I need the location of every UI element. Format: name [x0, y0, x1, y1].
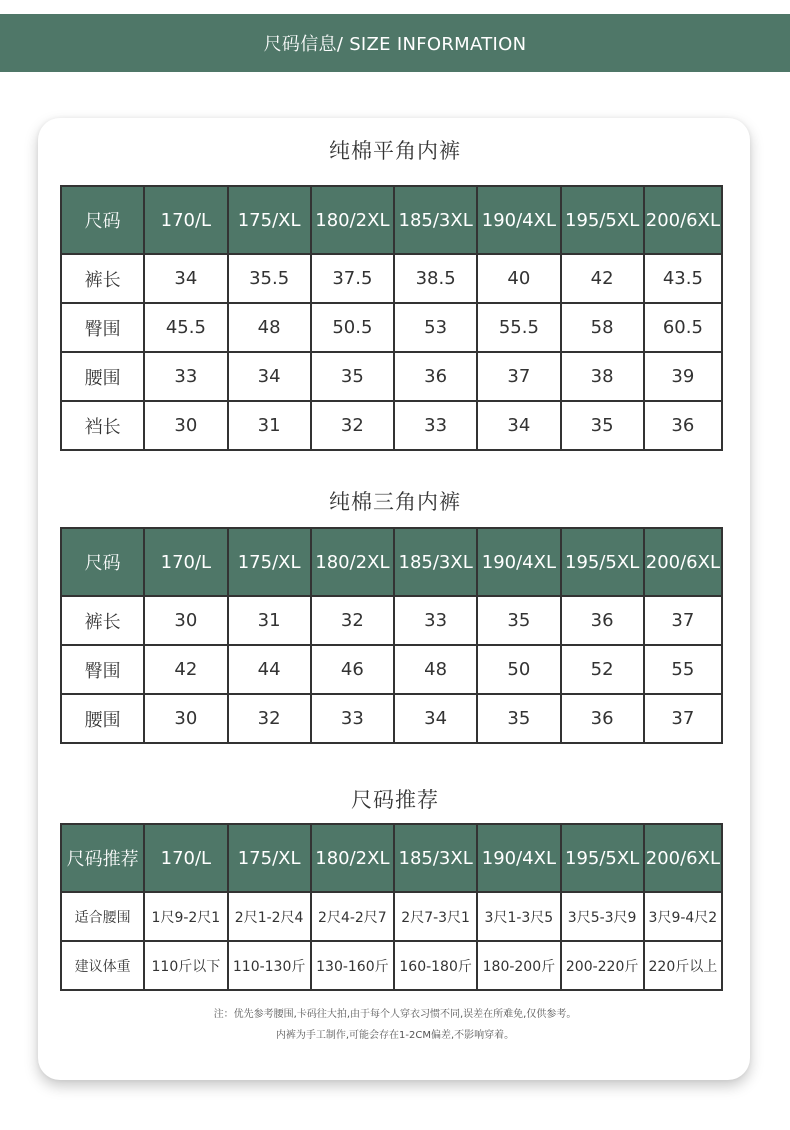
table-cell: 39	[644, 352, 722, 401]
table-cell: 52	[561, 645, 644, 694]
table-cell: 34	[477, 401, 560, 450]
size-header: 195/5XL	[561, 528, 644, 596]
size-header: 180/2XL	[311, 824, 394, 892]
table-cell: 200-220斤	[561, 941, 644, 990]
size-header: 170/L	[144, 528, 227, 596]
size-header: 170/L	[144, 186, 227, 254]
size-header: 200/6XL	[644, 824, 722, 892]
size-notes	[0, 1004, 790, 1046]
table-cell: 36	[561, 694, 644, 743]
table-cell: 3尺9-4尺2	[644, 892, 722, 941]
table-cell: 30	[144, 401, 227, 450]
table-cell: 160-180斤	[394, 941, 477, 990]
size-header: 190/4XL	[477, 186, 560, 254]
table-cell: 38.5	[394, 254, 477, 303]
table-cell: 34	[394, 694, 477, 743]
table-cell: 58	[561, 303, 644, 352]
size-header: 170/L	[144, 824, 227, 892]
table-cell: 36	[644, 401, 722, 450]
table-cell: 30	[144, 694, 227, 743]
size-header: 200/6XL	[644, 186, 722, 254]
table-cell: 33	[144, 352, 227, 401]
table-cell: 45.5	[144, 303, 227, 352]
boxer-briefs-title: 纯棉平角内裤	[329, 139, 461, 163]
briefs-size-table	[60, 527, 723, 744]
table-cell: 34	[144, 254, 227, 303]
table-cell: 220斤以上	[644, 941, 722, 990]
size-header: 175/XL	[228, 528, 311, 596]
table-cell: 32	[228, 694, 311, 743]
row-label: 建议体重	[61, 941, 144, 990]
table-cell: 130-160斤	[311, 941, 394, 990]
table-cell: 110-130斤	[228, 941, 311, 990]
table-cell: 35	[561, 401, 644, 450]
table-cell: 31	[228, 401, 311, 450]
table-row	[61, 892, 722, 941]
row-label: 裤长	[61, 254, 144, 303]
table-cell: 37	[477, 352, 560, 401]
table-cell: 2尺7-3尺1	[394, 892, 477, 941]
banner-title: 尺码信息/ SIZE INFORMATION	[263, 34, 527, 55]
size-header: 190/4XL	[477, 528, 560, 596]
table-header-row	[61, 824, 722, 892]
table-cell: 30	[144, 596, 227, 645]
row-label: 臀围	[61, 645, 144, 694]
row-label: 腰围	[61, 352, 144, 401]
table-cell: 33	[394, 401, 477, 450]
table-cell: 37	[644, 694, 722, 743]
table-row	[61, 596, 722, 645]
size-header: 195/5XL	[561, 824, 644, 892]
table-header-row	[61, 528, 722, 596]
size-header: 185/3XL	[394, 824, 477, 892]
header-label: 尺码推荐	[61, 824, 144, 892]
table-cell: 1尺9-2尺1	[144, 892, 227, 941]
table-header-row	[61, 186, 722, 254]
table-cell: 37	[644, 596, 722, 645]
table-row	[61, 303, 722, 352]
table-row	[61, 401, 722, 450]
table-cell: 35.5	[228, 254, 311, 303]
table-cell: 48	[394, 645, 477, 694]
table-cell: 40	[477, 254, 560, 303]
table-cell: 36	[561, 596, 644, 645]
table-cell: 38	[561, 352, 644, 401]
table-cell: 53	[394, 303, 477, 352]
size-header: 185/3XL	[394, 186, 477, 254]
table-row	[61, 352, 722, 401]
table-cell: 36	[394, 352, 477, 401]
table-cell: 35	[477, 694, 560, 743]
table-cell: 3尺1-3尺5	[477, 892, 560, 941]
size-header: 175/XL	[228, 186, 311, 254]
table-cell: 31	[228, 596, 311, 645]
table-cell: 110斤以下	[144, 941, 227, 990]
boxer-size-table	[60, 185, 723, 451]
row-label: 适合腰围	[61, 892, 144, 941]
size-header: 190/4XL	[477, 824, 560, 892]
header-label: 尺码	[61, 528, 144, 596]
table-row	[61, 254, 722, 303]
table-row	[61, 941, 722, 990]
table-cell: 35	[477, 596, 560, 645]
row-label: 裆长	[61, 401, 144, 450]
table-cell: 3尺5-3尺9	[561, 892, 644, 941]
header-banner	[0, 14, 790, 72]
size-header: 195/5XL	[561, 186, 644, 254]
table-cell: 2尺1-2尺4	[228, 892, 311, 941]
size-recommendation-table	[60, 823, 723, 991]
header-label: 尺码	[61, 186, 144, 254]
table-cell: 48	[228, 303, 311, 352]
briefs-title: 纯棉三角内裤	[329, 490, 461, 514]
table-cell: 32	[311, 596, 394, 645]
note-line: 注：优先参考腰围,卡码往大拍,由于每个人穿衣习惯不同,误差在所难免,仅供参考。	[213, 1009, 577, 1020]
table-cell: 32	[311, 401, 394, 450]
table-cell: 55	[644, 645, 722, 694]
table-cell: 37.5	[311, 254, 394, 303]
table-cell: 33	[311, 694, 394, 743]
table-row	[61, 694, 722, 743]
size-header: 200/6XL	[644, 528, 722, 596]
table-cell: 55.5	[477, 303, 560, 352]
table-cell: 42	[144, 645, 227, 694]
table-row	[61, 645, 722, 694]
table-cell: 60.5	[644, 303, 722, 352]
table-cell: 50.5	[311, 303, 394, 352]
size-header: 175/XL	[228, 824, 311, 892]
row-label: 臀围	[61, 303, 144, 352]
table-cell: 33	[394, 596, 477, 645]
row-label: 腰围	[61, 694, 144, 743]
note-line: 内裤为手工制作,可能会存在1-2CM偏差,不影响穿着。	[275, 1030, 515, 1041]
table-cell: 43.5	[644, 254, 722, 303]
row-label: 裤长	[61, 596, 144, 645]
table-cell: 50	[477, 645, 560, 694]
size-header: 180/2XL	[311, 528, 394, 596]
table-cell: 180-200斤	[477, 941, 560, 990]
table-cell: 2尺4-2尺7	[311, 892, 394, 941]
size-header: 180/2XL	[311, 186, 394, 254]
table-cell: 44	[228, 645, 311, 694]
table-cell: 46	[311, 645, 394, 694]
table-cell: 42	[561, 254, 644, 303]
table-cell: 35	[311, 352, 394, 401]
size-header: 185/3XL	[394, 528, 477, 596]
table-cell: 34	[228, 352, 311, 401]
size-recommendation-title: 尺码推荐	[351, 788, 439, 812]
